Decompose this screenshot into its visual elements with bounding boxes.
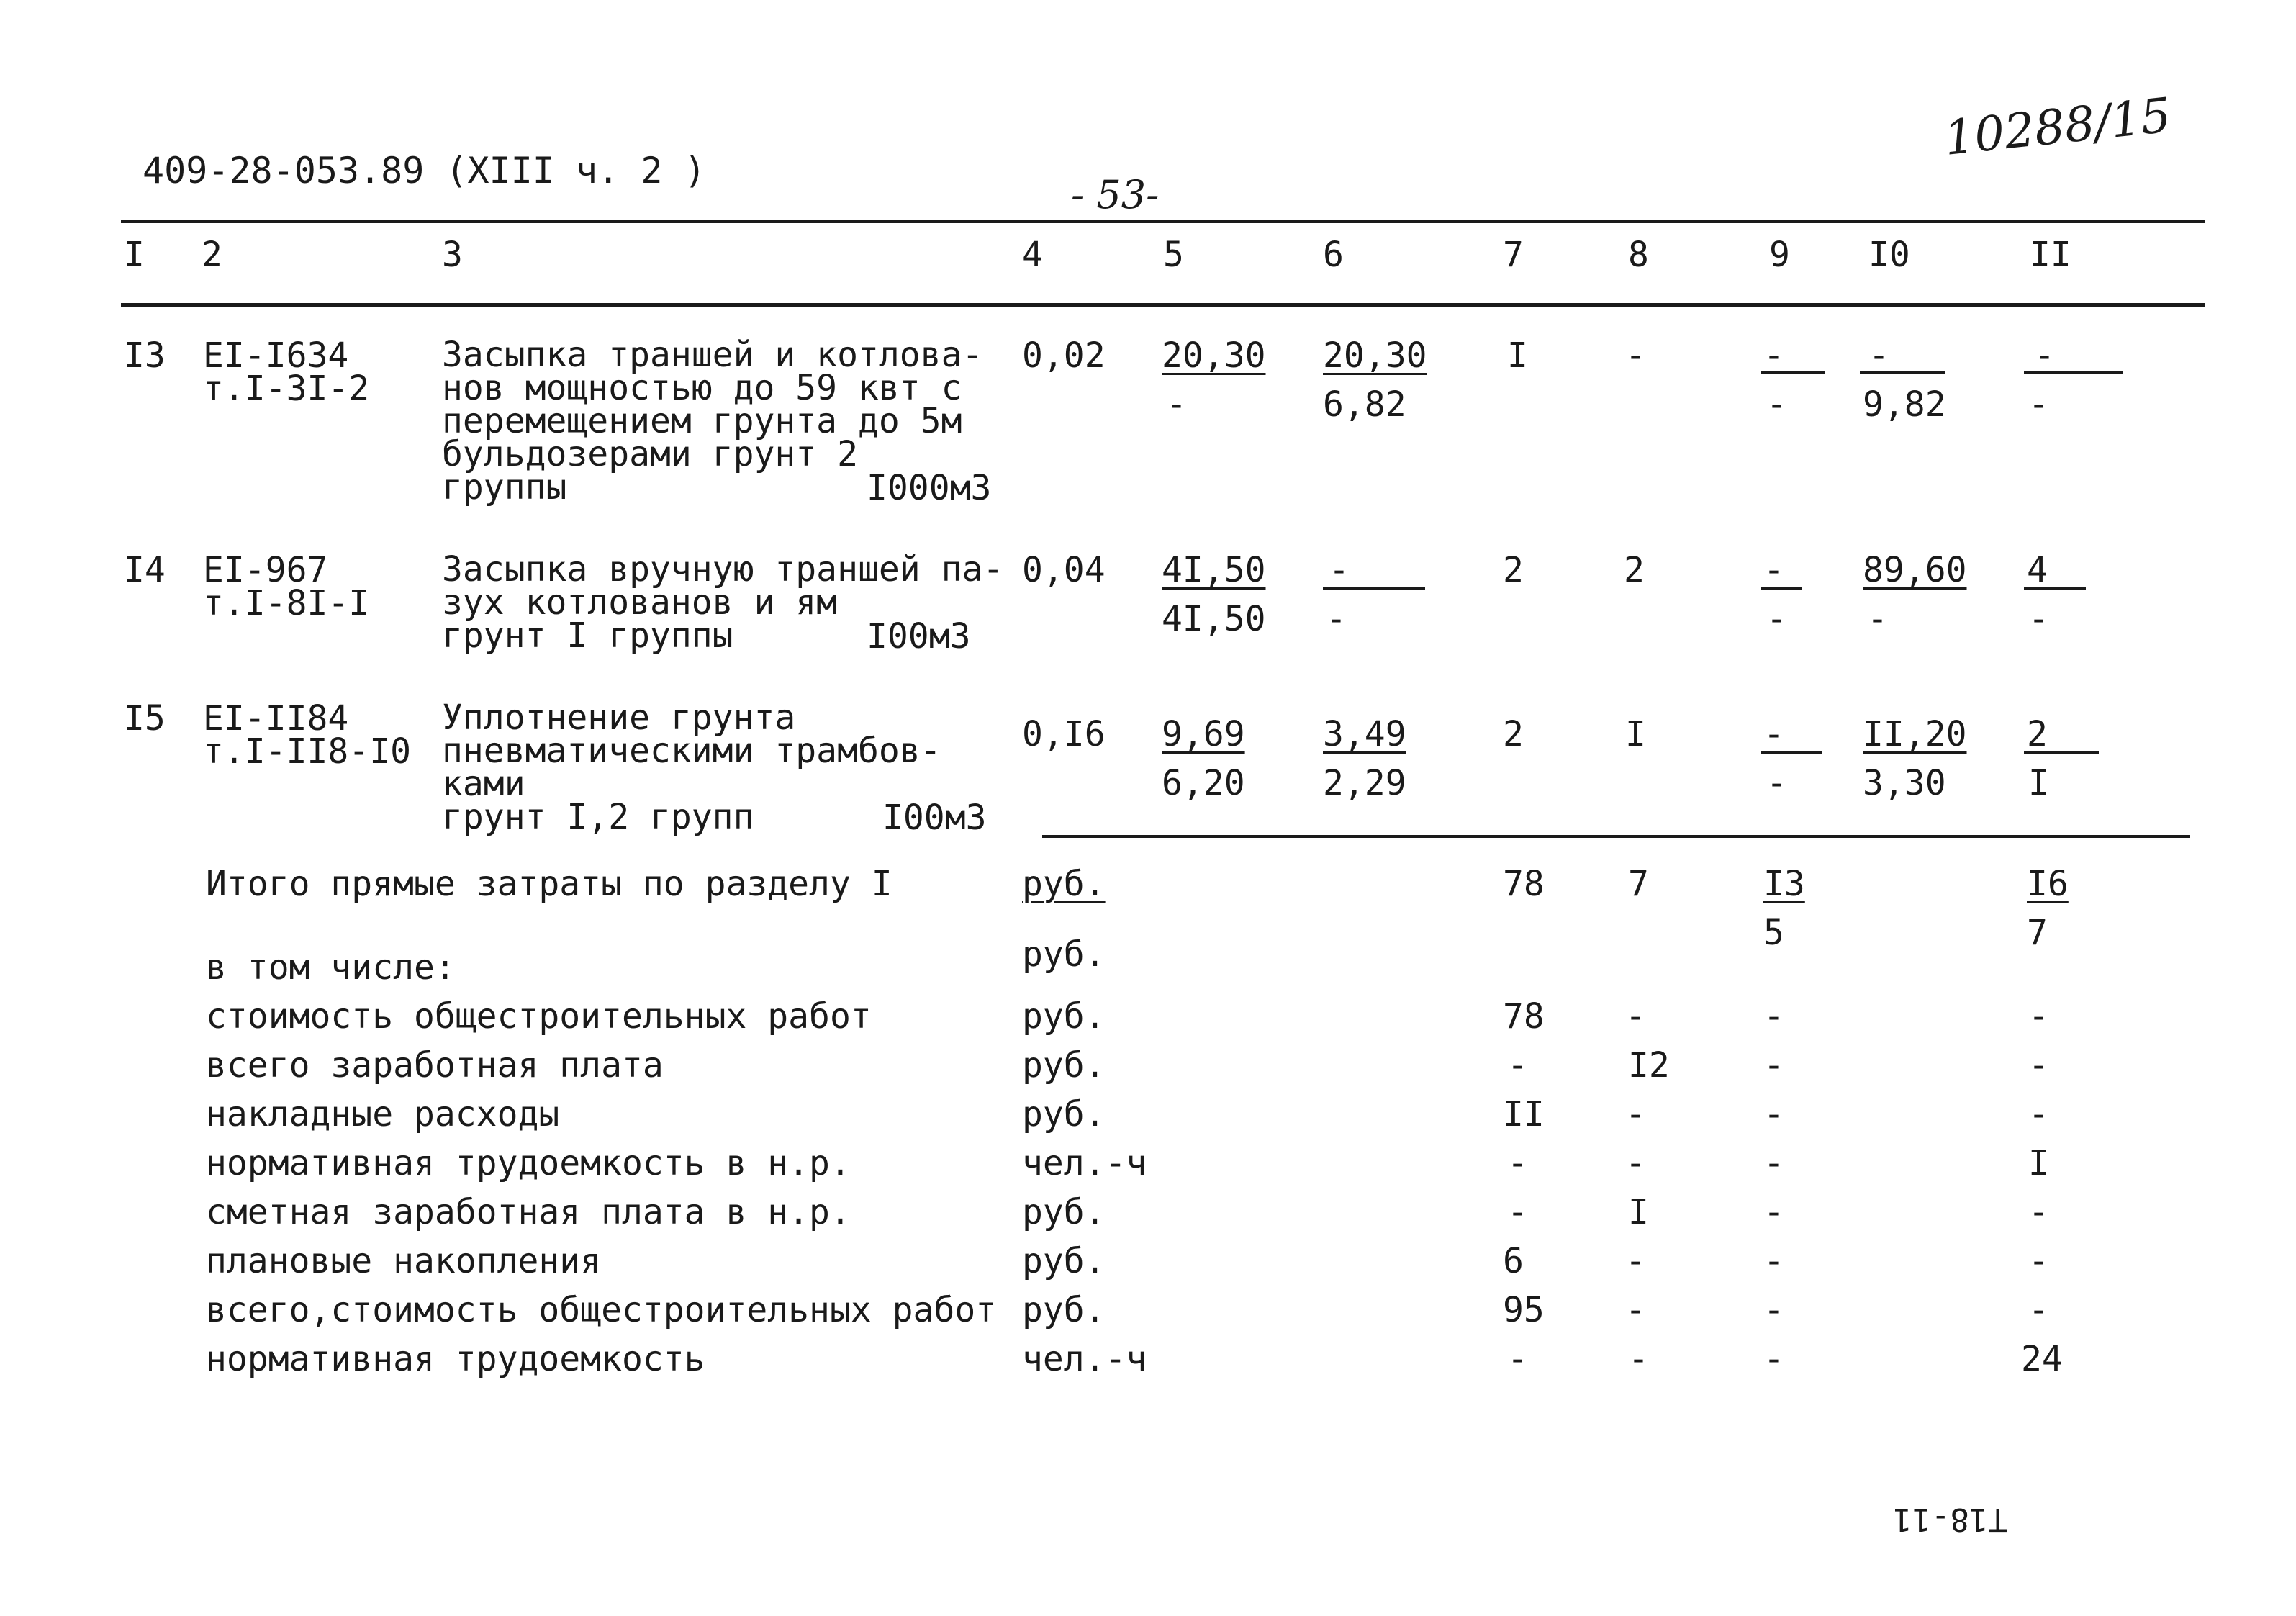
cost-col11: 4 bbox=[2027, 550, 2048, 590]
total-col8: 7 bbox=[1628, 864, 1649, 904]
cost-col6: - bbox=[1329, 550, 1350, 590]
cost-col5-sub: 6,20 bbox=[1162, 763, 1245, 803]
col-header-5: 5 bbox=[1163, 235, 1184, 275]
cost-col6-sub: 2,29 bbox=[1323, 763, 1406, 803]
cost-col11-sub: - bbox=[2028, 384, 2049, 425]
cost-col9: - bbox=[1763, 550, 1784, 590]
page-number: - 53- bbox=[1071, 172, 1160, 217]
unit: I00м3 bbox=[867, 616, 971, 656]
col-header-8: 8 bbox=[1628, 235, 1649, 275]
cost-col5: 20,30 bbox=[1162, 335, 1266, 376]
cost-col5-sub: - bbox=[1166, 384, 1187, 425]
norm-code: EI-II84 bbox=[203, 698, 349, 739]
cost-col9: - bbox=[1763, 714, 1784, 754]
total-col11: I6 bbox=[2027, 864, 2069, 904]
total-label: Итого прямые затраты по разделу I bbox=[206, 864, 892, 904]
summary-col7: 95 bbox=[1503, 1290, 1545, 1330]
summary-unit: руб. bbox=[1022, 1290, 1106, 1330]
cost-col9-sub: - bbox=[1766, 384, 1787, 425]
summary-unit: руб. bbox=[1022, 1094, 1106, 1134]
summary-unit: руб. bbox=[1022, 1045, 1106, 1085]
summary-col8: I bbox=[1628, 1192, 1649, 1232]
quantity: 0,04 bbox=[1022, 550, 1106, 590]
summary-col8: - bbox=[1625, 1290, 1646, 1330]
cost-col10: II,20 bbox=[1863, 714, 1967, 754]
total-unit: руб. bbox=[1022, 864, 1106, 904]
summary-col9: - bbox=[1763, 1339, 1784, 1379]
including-unit: руб. bbox=[1022, 934, 1106, 975]
cost-col5-sub: 4I,50 bbox=[1162, 599, 1266, 639]
cost-col10-sub: 9,82 bbox=[1863, 384, 1946, 425]
norm-table-ref: т.I-3I-2 bbox=[203, 369, 370, 409]
cost-col11-underline bbox=[2024, 371, 2123, 374]
cost-col11: 2 bbox=[2027, 714, 2048, 754]
summary-col11: - bbox=[2028, 1094, 2049, 1134]
cost-col9: - bbox=[1763, 335, 1784, 376]
work-description: Засыпка вручную траншей па- зух котлованов и ям грунт I группы bbox=[442, 549, 1004, 656]
summary-col9: - bbox=[1763, 1192, 1784, 1232]
summary-unit: чел.-ч bbox=[1022, 1339, 1147, 1379]
summary-col7: - bbox=[1507, 1339, 1528, 1379]
summary-col8: - bbox=[1625, 1094, 1646, 1134]
total-col9-sub: 5 bbox=[1763, 913, 1784, 953]
cost-col6-sub: - bbox=[1326, 599, 1347, 639]
cost-col10-sub: - bbox=[1867, 599, 1888, 639]
summary-col7: 6 bbox=[1503, 1241, 1524, 1281]
document-code: 409-28-053.89 (XIII ч. 2 ) bbox=[143, 150, 706, 191]
quantity: 0,I6 bbox=[1022, 714, 1106, 754]
cost-col5: 4I,50 bbox=[1162, 550, 1266, 590]
summary-col11: 24 bbox=[2021, 1339, 2063, 1379]
cost-col8: 2 bbox=[1624, 550, 1645, 590]
cost-col6-sub: 6,82 bbox=[1323, 384, 1406, 425]
summary-col9: - bbox=[1763, 996, 1784, 1037]
cost-col8: I bbox=[1625, 714, 1646, 754]
cost-col11: - bbox=[2034, 335, 2055, 376]
summary-label: всего заработная плата bbox=[206, 1045, 664, 1085]
cost-col8: - bbox=[1625, 335, 1646, 376]
summary-unit: руб. bbox=[1022, 1192, 1106, 1232]
total-col11-sub: 7 bbox=[2027, 913, 2048, 953]
row-number: I3 bbox=[124, 335, 166, 376]
cost-col9-underline bbox=[1761, 371, 1825, 374]
col-header-6: 6 bbox=[1323, 235, 1344, 275]
col-header-7: 7 bbox=[1503, 235, 1524, 275]
section-total-rule bbox=[1042, 835, 2190, 838]
header-bottom-rule bbox=[121, 303, 2205, 307]
cost-col10: - bbox=[1868, 335, 1889, 376]
col-header-11: II bbox=[2030, 235, 2071, 275]
cost-col6-underline bbox=[1323, 587, 1425, 590]
norm-code: EI-967 bbox=[203, 550, 328, 590]
summary-col7: - bbox=[1507, 1192, 1528, 1232]
cost-col11-underline bbox=[2024, 751, 2099, 754]
cost-col6: 20,30 bbox=[1323, 335, 1427, 376]
norm-code: EI-I634 bbox=[203, 335, 349, 376]
summary-label: сметная заработная плата в н.р. bbox=[206, 1192, 851, 1232]
summary-unit: руб. bbox=[1022, 1241, 1106, 1281]
cost-col9-sub: - bbox=[1766, 763, 1787, 803]
summary-col9: - bbox=[1763, 1290, 1784, 1330]
stamp-number: 10288/15 bbox=[1941, 87, 2174, 166]
summary-label: нормативная трудоемкость bbox=[206, 1339, 705, 1379]
total-col7: 78 bbox=[1503, 864, 1545, 904]
summary-col8: - bbox=[1628, 1339, 1649, 1379]
quantity: 0,02 bbox=[1022, 335, 1106, 376]
col-header-4: 4 bbox=[1022, 235, 1043, 275]
summary-col9: - bbox=[1763, 1241, 1784, 1281]
summary-col11: - bbox=[2028, 996, 2049, 1037]
unit: I000м3 bbox=[867, 468, 992, 508]
summary-col7: II bbox=[1503, 1094, 1545, 1134]
summary-unit: чел.-ч bbox=[1022, 1143, 1147, 1183]
col-header-9: 9 bbox=[1769, 235, 1790, 275]
summary-col11: - bbox=[2028, 1192, 2049, 1232]
summary-col7: - bbox=[1507, 1143, 1528, 1183]
norm-table-ref: т.I-II8-I0 bbox=[203, 731, 411, 772]
summary-col11: - bbox=[2028, 1241, 2049, 1281]
summary-label: всего,стоимость общестроительных работ bbox=[206, 1290, 997, 1330]
total-col9: I3 bbox=[1763, 864, 1805, 904]
summary-label: нормативная трудоемкость в н.р. bbox=[206, 1143, 851, 1183]
cost-col6: 3,49 bbox=[1323, 714, 1406, 754]
unit: I00м3 bbox=[882, 798, 987, 838]
summary-label: стоимость общестроительных работ bbox=[206, 996, 872, 1037]
col-header-2: 2 bbox=[202, 235, 222, 275]
summary-col11: I bbox=[2028, 1143, 2049, 1183]
including-label: в том числе: bbox=[206, 947, 456, 988]
col-header-3: 3 bbox=[442, 235, 463, 275]
cost-col7: 2 bbox=[1503, 714, 1524, 754]
col-header-10: I0 bbox=[1868, 235, 1910, 275]
cost-col11-sub: I bbox=[2028, 763, 2049, 803]
summary-col9: - bbox=[1763, 1094, 1784, 1134]
summary-col9: - bbox=[1763, 1045, 1784, 1085]
work-description: Уплотнение грунта пневматическими трамбов- ками грунт I,2 групп bbox=[442, 698, 941, 837]
summary-label: плановые накопления bbox=[206, 1241, 602, 1281]
summary-col8: - bbox=[1625, 996, 1646, 1037]
summary-col11: - bbox=[2028, 1290, 2049, 1330]
summary-col8: I2 bbox=[1628, 1045, 1670, 1085]
summary-col8: - bbox=[1625, 1143, 1646, 1183]
summary-label: накладные расходы bbox=[206, 1094, 560, 1134]
cost-col9-underline bbox=[1761, 751, 1822, 754]
sheet-mark: T18-11 bbox=[1893, 1501, 2007, 1538]
summary-col11: - bbox=[2028, 1045, 2049, 1085]
summary-col8: - bbox=[1625, 1241, 1646, 1281]
table-top-rule bbox=[121, 220, 2205, 223]
summary-col9: - bbox=[1763, 1143, 1784, 1183]
row-number: I5 bbox=[124, 698, 166, 739]
work-description: Засыпка траншей и котлова- нов мощностью до 59 квт с перемещением грунта до 5м бульдозерами грунт 2 группы bbox=[442, 335, 983, 507]
summary-col7: - bbox=[1507, 1045, 1528, 1085]
cost-col10-underline bbox=[1860, 371, 1945, 374]
cost-col10-sub: 3,30 bbox=[1863, 763, 1946, 803]
cost-col11-underline bbox=[2024, 587, 2086, 590]
row-number: I4 bbox=[124, 550, 166, 590]
cost-col5: 9,69 bbox=[1162, 714, 1245, 754]
cost-col9-underline bbox=[1761, 587, 1802, 590]
cost-col7: 2 bbox=[1503, 550, 1524, 590]
cost-col10: 89,60 bbox=[1863, 550, 1967, 590]
cost-col9-sub: - bbox=[1766, 599, 1787, 639]
summary-unit: руб. bbox=[1022, 996, 1106, 1037]
norm-table-ref: т.I-8I-I bbox=[203, 583, 370, 623]
summary-col7: 78 bbox=[1503, 996, 1545, 1037]
col-header-1: I bbox=[124, 235, 145, 275]
cost-col11-sub: - bbox=[2028, 599, 2049, 639]
cost-col7: I bbox=[1507, 335, 1528, 376]
